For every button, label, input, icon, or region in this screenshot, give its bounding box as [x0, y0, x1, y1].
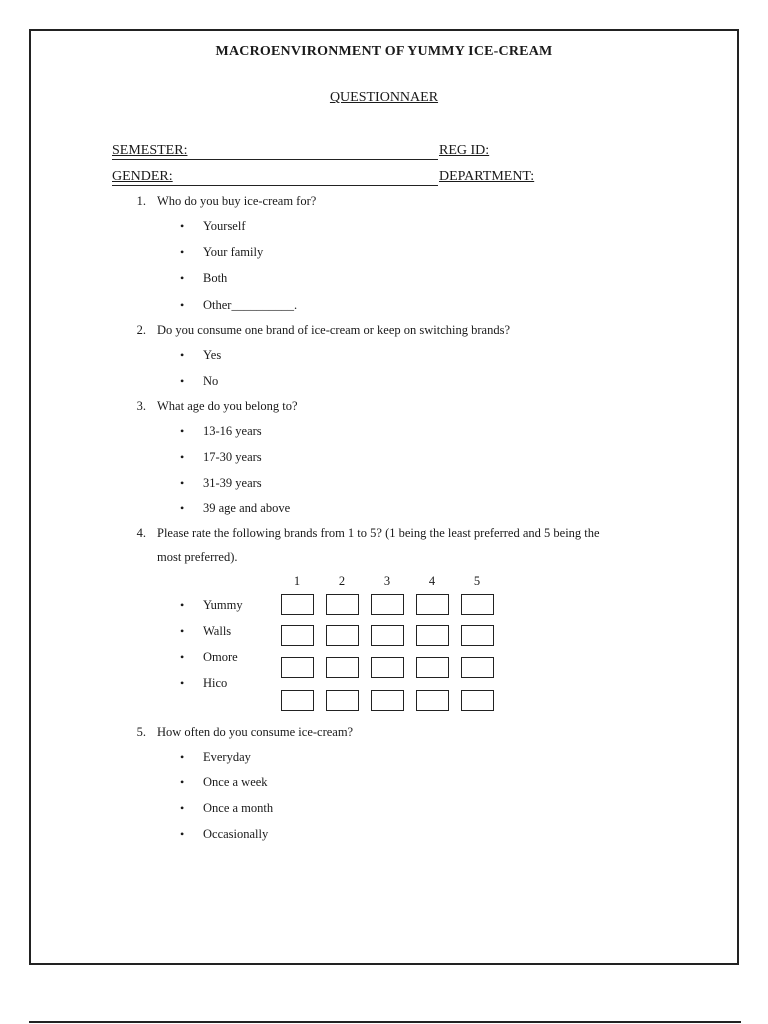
rating-box[interactable]: [371, 625, 404, 646]
rating-column-header: 3: [383, 574, 391, 588]
question-text-continued: most preferred).: [157, 550, 238, 564]
rating-box[interactable]: [326, 625, 359, 646]
rating-box[interactable]: [371, 657, 404, 678]
question-number: 4.: [136, 526, 146, 540]
rating-box[interactable]: [416, 690, 449, 711]
bullet-icon: •: [180, 650, 185, 664]
option-item[interactable]: Yes: [203, 348, 222, 362]
option-item[interactable]: Once a week: [203, 775, 268, 789]
rating-box[interactable]: [416, 594, 449, 615]
rating-box[interactable]: [371, 690, 404, 711]
bullet-icon: •: [180, 450, 185, 464]
question-text: How often do you consume ice-cream?: [157, 725, 354, 739]
question-text: Please rate the following brands from 1 to 5? (1 being the least preferred and 5 being the: [157, 526, 600, 540]
rating-box[interactable]: [461, 594, 494, 615]
rating-box[interactable]: [416, 625, 449, 646]
rating-box[interactable]: [461, 690, 494, 711]
bullet-icon: •: [180, 598, 185, 612]
brand-label: Yummy: [203, 598, 243, 612]
rating-column-header: 1: [293, 574, 301, 588]
rating-box[interactable]: [281, 625, 314, 646]
option-item[interactable]: 39 age and above: [203, 501, 291, 515]
option-item[interactable]: Everyday: [203, 750, 251, 764]
rating-box[interactable]: [416, 657, 449, 678]
option-item[interactable]: 31-39 years: [203, 476, 262, 490]
option-item[interactable]: Both: [203, 271, 228, 285]
bullet-icon: •: [180, 624, 185, 638]
reg-id-label: REG ID:: [439, 143, 490, 158]
bullet-icon: •: [180, 348, 185, 362]
bullet-icon: •: [180, 219, 185, 233]
rating-box[interactable]: [281, 690, 314, 711]
bullet-icon: •: [180, 245, 185, 259]
bullet-icon: •: [180, 676, 185, 690]
gender-label: GENDER:: [112, 169, 173, 184]
option-item[interactable]: Once a month: [203, 801, 274, 815]
bullet-icon: •: [180, 374, 185, 388]
bullet-icon: •: [180, 424, 185, 438]
rating-column-header: 2: [338, 574, 346, 588]
question-number: 3.: [136, 399, 146, 413]
question-number: 5.: [136, 725, 146, 739]
question-text: Do you consume one brand of ice-cream or keep on switching brands?: [157, 323, 511, 337]
rating-box[interactable]: [326, 690, 359, 711]
option-item[interactable]: 13-16 years: [203, 424, 262, 438]
option-item[interactable]: No: [203, 374, 219, 388]
bullet-icon: •: [180, 298, 185, 312]
bullet-icon: •: [180, 271, 185, 285]
rating-box[interactable]: [461, 625, 494, 646]
gender-line[interactable]: [112, 185, 438, 186]
rating-box[interactable]: [371, 594, 404, 615]
bullet-icon: •: [180, 775, 185, 789]
department-label: DEPARTMENT:: [439, 169, 535, 184]
question-text: What age do you belong to?: [157, 399, 298, 413]
document-subtitle: QUESTIONNAER: [329, 90, 439, 105]
rating-box[interactable]: [281, 657, 314, 678]
rating-column-header: 4: [428, 574, 436, 588]
bullet-icon: •: [180, 501, 185, 515]
semester-label: SEMESTER:: [112, 143, 188, 158]
brand-label: Hico: [203, 676, 228, 690]
semester-line[interactable]: [112, 159, 438, 160]
question-number: 1.: [136, 194, 146, 208]
option-item[interactable]: Occasionally: [203, 827, 269, 841]
bullet-icon: •: [180, 827, 185, 841]
bullet-icon: •: [180, 801, 185, 815]
question-number: 2.: [136, 323, 146, 337]
option-item[interactable]: Other__________.: [203, 298, 298, 312]
rating-box[interactable]: [281, 594, 314, 615]
rating-box[interactable]: [326, 657, 359, 678]
option-item[interactable]: Yourself: [203, 219, 246, 233]
rating-box[interactable]: [326, 594, 359, 615]
brand-label: Omore: [203, 650, 238, 664]
bullet-icon: •: [180, 476, 185, 490]
option-item[interactable]: 17-30 years: [203, 450, 262, 464]
bottom-divider: [29, 1021, 741, 1023]
bullet-icon: •: [180, 750, 185, 764]
brand-label: Walls: [203, 624, 232, 638]
question-text: Who do you buy ice-cream for?: [157, 194, 317, 208]
rating-column-header: 5: [473, 574, 481, 588]
option-item[interactable]: Your family: [203, 245, 264, 259]
document-title: MACROENVIRONMENT OF YUMMY ICE-CREAM: [215, 44, 553, 59]
rating-box[interactable]: [461, 657, 494, 678]
